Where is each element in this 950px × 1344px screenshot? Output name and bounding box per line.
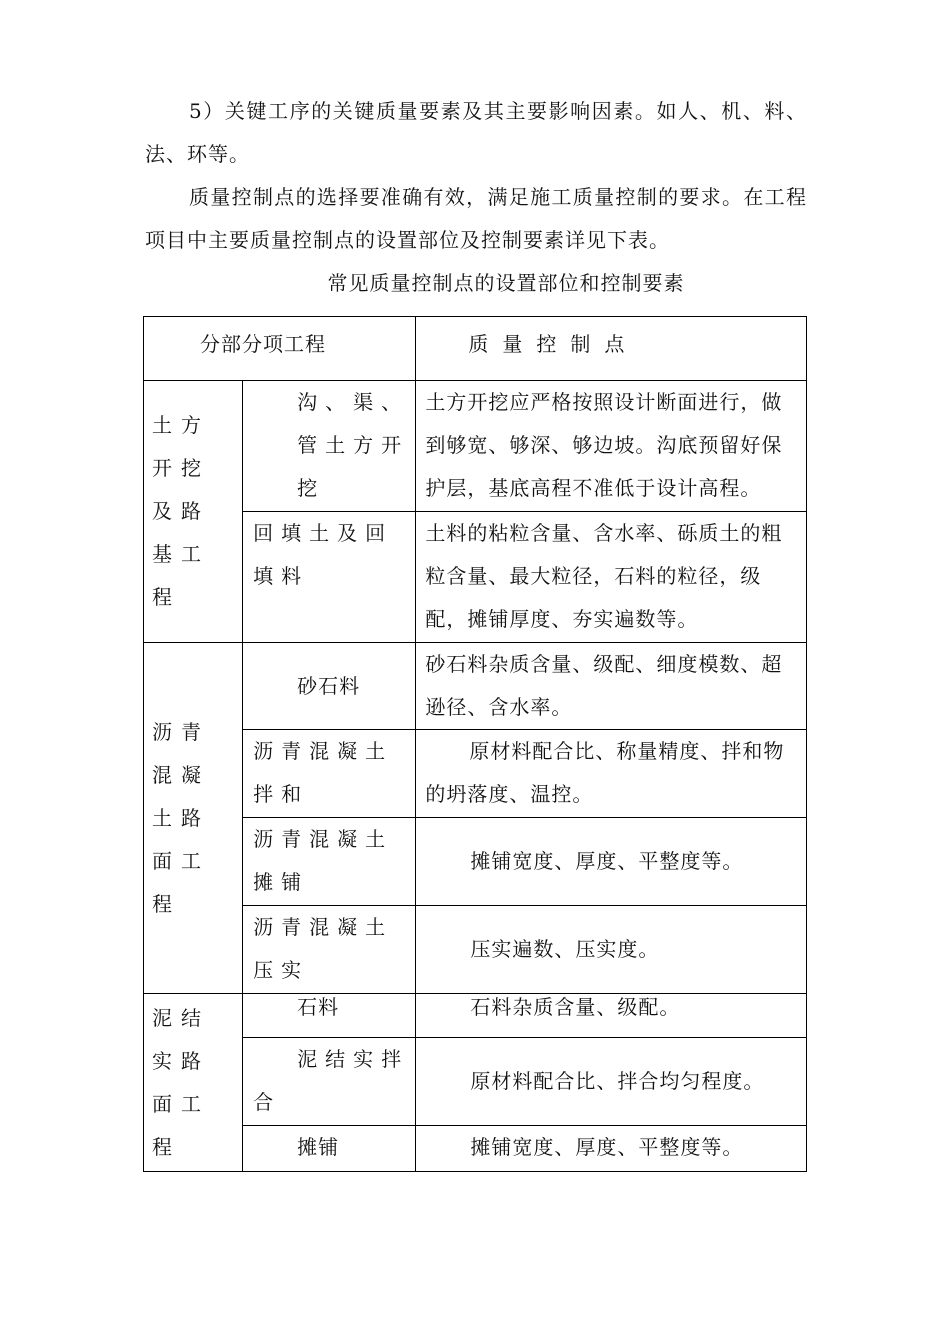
item-cell: 石料 xyxy=(243,994,416,1038)
table-row xyxy=(144,643,807,730)
control-cell: 摊铺宽度、厚度、平整度等。 xyxy=(416,818,807,906)
item-cell: 摊铺 xyxy=(243,1126,416,1172)
table-row xyxy=(144,906,807,994)
table-row xyxy=(144,730,807,818)
table-row xyxy=(144,381,807,512)
table-row xyxy=(144,1038,807,1126)
item-cell: 沥青混凝土摊铺 xyxy=(243,818,416,906)
category-clay-bound: 泥结实路面工程 xyxy=(144,994,243,1172)
paragraph-key-factors: 5）关键工序的关键质量要素及其主要影响因素。如人、机、料、法、环等。 xyxy=(145,99,807,166)
control-cell: 土方开挖应严格按照设计断面进行，做到够宽、够深、够边坡。沟底预留好保护层，基底高程不准低于设计高程。 xyxy=(416,381,807,512)
item-cell: 沟、渠、管土方开挖 xyxy=(243,381,416,512)
item-cell: 泥结实拌合 xyxy=(243,1038,416,1126)
table-row xyxy=(144,512,807,643)
header-section-project: 分部分项工程 xyxy=(144,317,416,381)
item-cell: 沥青混凝土压实 xyxy=(243,906,416,994)
control-cell: 摊铺宽度、厚度、平整度等。 xyxy=(416,1126,807,1172)
control-cell: 石料杂质含量、级配。 xyxy=(416,994,807,1038)
item-cell: 沥青混凝土拌和 xyxy=(243,730,416,818)
category-asphalt: 沥青混凝土路面工程 xyxy=(144,643,243,994)
table-row xyxy=(144,994,807,1038)
item-cell: 回填土及回填料 xyxy=(243,512,416,643)
quality-control-table xyxy=(143,316,807,1172)
control-cell: 压实遍数、压实度。 xyxy=(416,906,807,994)
table-row xyxy=(144,1126,807,1172)
control-cell: 土料的粘粒含量、含水率、砾质土的粗粒含量、最大粒径，石料的粒径，级配，摊铺厚度、夯实遍数等。 xyxy=(416,512,807,643)
table-row xyxy=(144,818,807,906)
table-caption: 常见质量控制点的设置部位和控制要素 xyxy=(327,271,685,295)
control-cell: 原材料配合比、称量精度、拌和物的坍落度、温控。 xyxy=(416,730,807,818)
table-header-row xyxy=(144,317,807,381)
paragraph-control-point-selection: 质量控制点的选择要准确有效，满足施工质量控制的要求。在工程项目中主要质量控制点的设置部位及控制要素详见下表。 xyxy=(145,185,807,252)
header-control-point: 质量控制点 xyxy=(416,317,807,381)
control-cell: 原材料配合比、拌合均匀程度。 xyxy=(416,1038,807,1126)
control-cell: 砂石料杂质含量、级配、细度模数、超逊径、含水率。 xyxy=(416,643,807,730)
category-earthwork: 土方开挖及路基工程 xyxy=(144,381,243,643)
item-cell: 砂石料 xyxy=(243,643,416,730)
